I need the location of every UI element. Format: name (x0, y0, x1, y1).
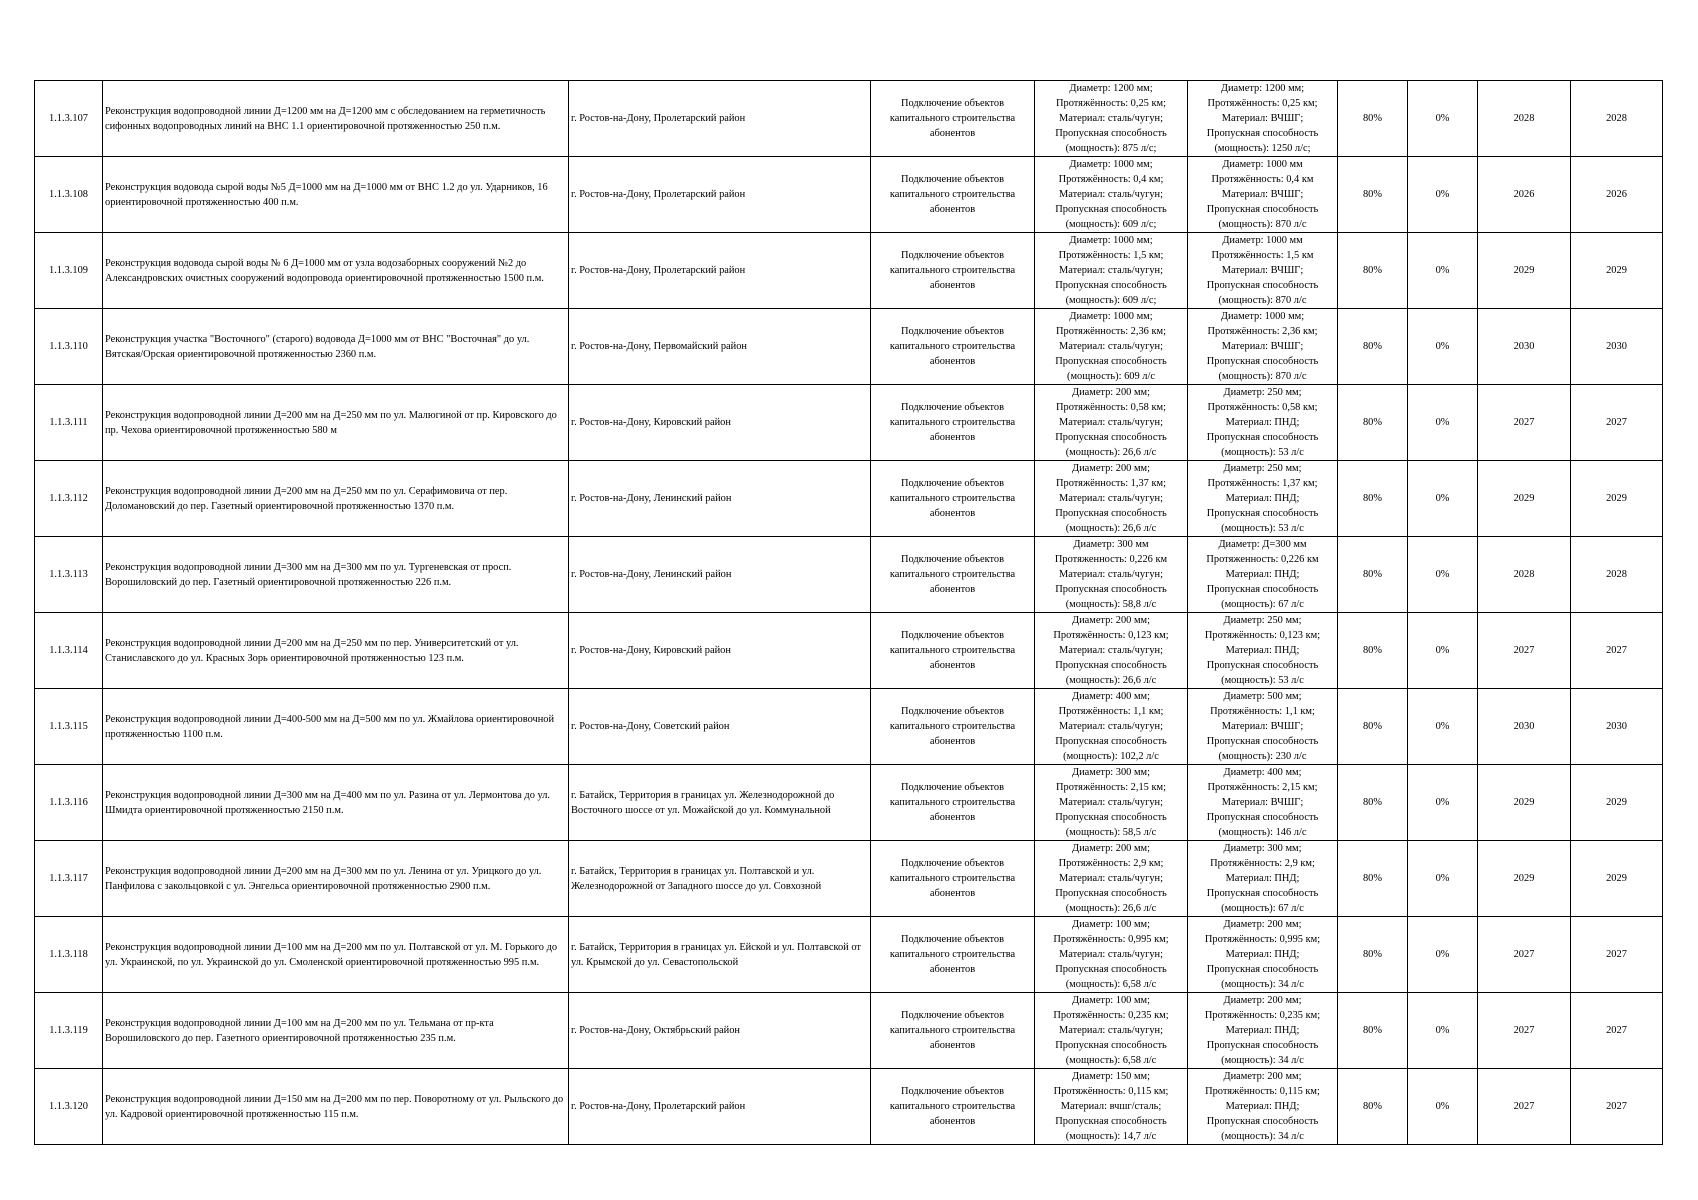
table-row (35, 993, 1663, 1069)
table-row (35, 689, 1663, 765)
project-name: Реконструкция участка "Восточного" (старого) водовода Д=1000 мм от ВНС "Восточная" до ул. Вятская/Орская ориентировочной протяженностью 2360 п.м. (105, 333, 530, 360)
specs-after-cell (1188, 917, 1338, 993)
year-end-cell (1571, 81, 1663, 157)
table-row (35, 613, 1663, 689)
project-address-cell (569, 385, 871, 461)
year-start: 2028 (1513, 113, 1535, 124)
project-goal: Подключение объектов капитального строительства абонентов (889, 1010, 1016, 1051)
year-start-cell (1478, 993, 1571, 1069)
percent-done: 0% (1435, 1101, 1450, 1112)
specs-before-cell (1035, 613, 1188, 689)
table-row (35, 841, 1663, 917)
project-address-cell (569, 309, 871, 385)
year-start-cell (1478, 385, 1571, 461)
project-goal: Подключение объектов капитального строительства абонентов (889, 782, 1016, 823)
project-name-cell (103, 385, 569, 461)
year-end-cell (1571, 841, 1663, 917)
percent-done-cell (1408, 157, 1478, 233)
specs-before: Диаметр: 100 мм; Протяжённость: 0,995 км; Материал: сталь/чугун; Пропускная способность (мощность): 6,58 л/с (1053, 919, 1169, 990)
table-row (35, 385, 1663, 461)
specs-after-cell (1188, 613, 1338, 689)
project-address: г. Ростов-на-Дону, Пролетарский район (571, 189, 746, 200)
project-goal-cell (871, 1069, 1035, 1145)
specs-before-cell (1035, 765, 1188, 841)
project-name-cell (103, 613, 569, 689)
project-address-cell (569, 613, 871, 689)
percent-wear-cell (1338, 765, 1408, 841)
specs-before: Диаметр: 200 мм; Протяжённость: 0,123 км; Материал: сталь/чугун; Пропускная способность (мощность): 26,6 л/с (1053, 615, 1169, 686)
project-name: Реконструкция водопроводной линии Д=150 мм на Д=200 мм по пер. Поворотному от ул. Рыльского до ул. Кадровой ориентировочной протяженностью 115 п.м. (105, 1093, 564, 1120)
year-start-cell (1478, 461, 1571, 537)
year-start-cell (1478, 765, 1571, 841)
year-end: 2029 (1606, 797, 1627, 808)
specs-after-cell (1188, 385, 1338, 461)
project-goal-cell (871, 309, 1035, 385)
specs-after: Диаметр: 250 мм; Протяжённость: 1,37 км; Материал: ПНД; Пропускная способность (мощность): 53 л/с (1206, 463, 1319, 534)
specs-after: Диаметр: 250 мм; Протяжённость: 0,123 км; Материал: ПНД; Пропускная способность (мощность): 53 л/с (1204, 615, 1321, 686)
project-name: Реконструкция водопроводной линии Д=400-500 мм на Д=500 мм по ул. Жмайлова ориентировочной протяженностью 1100 п.м. (105, 713, 555, 740)
percent-done: 0% (1435, 113, 1450, 124)
investment-program-table (34, 80, 1663, 1145)
specs-after: Диаметр: 200 мм; Протяжённость: 0,235 км; Материал: ПНД; Пропускная способность (мощность): 34 л/с (1204, 995, 1321, 1066)
percent-wear-cell (1338, 385, 1408, 461)
row-number-cell (35, 81, 103, 157)
year-end-cell (1571, 1069, 1663, 1145)
project-name-cell (103, 765, 569, 841)
row-number-cell (35, 841, 103, 917)
year-start: 2027 (1513, 1025, 1535, 1036)
project-name: Реконструкция водовода сырой воды №5 Д=1000 мм на Д=1000 мм от ВНС 1.2 до ул. Ударников, 16 ориентировочной протяженностью 400 п.м. (105, 181, 548, 208)
project-address-cell (569, 1069, 871, 1145)
percent-wear: 80% (1362, 873, 1383, 884)
project-goal: Подключение объектов капитального строительства абонентов (889, 250, 1016, 291)
year-end: 2027 (1606, 645, 1627, 656)
project-address-cell (569, 537, 871, 613)
specs-after-cell (1188, 461, 1338, 537)
project-name-cell (103, 461, 569, 537)
project-address: г. Батайск, Территория в границах ул. Ейской и ул. Полтавской от ул. Крымской до ул. Севастопольской (571, 941, 861, 968)
project-goal-cell (871, 233, 1035, 309)
project-goal-cell (871, 689, 1035, 765)
percent-wear: 80% (1362, 1101, 1383, 1112)
year-start-cell (1478, 689, 1571, 765)
specs-before: Диаметр: 200 мм; Протяжённость: 1,37 км; Материал: сталь/чугун; Пропускная способность (мощность): 26,6 л/с (1055, 463, 1167, 534)
project-name-cell (103, 917, 569, 993)
project-address: г. Ростов-на-Дону, Первомайский район (571, 341, 747, 352)
project-goal: Подключение объектов капитального строительства абонентов (889, 402, 1016, 443)
year-end: 2027 (1606, 417, 1627, 428)
percent-wear: 80% (1362, 417, 1383, 428)
project-address: г. Ростов-на-Дону, Октябрьский район (571, 1025, 740, 1036)
specs-before-cell (1035, 917, 1188, 993)
specs-before-cell (1035, 385, 1188, 461)
percent-done: 0% (1435, 873, 1450, 884)
percent-wear: 80% (1362, 493, 1383, 504)
percent-done-cell (1408, 233, 1478, 309)
percent-wear-cell (1338, 841, 1408, 917)
specs-before-cell (1035, 689, 1188, 765)
project-address-cell (569, 157, 871, 233)
year-end: 2028 (1606, 113, 1627, 124)
specs-after: Диаметр: 1200 мм; Протяжённость: 0,25 км; Материал: ВЧШГ; Пропускная способность (мощность): 1250 л/с; (1206, 83, 1319, 154)
specs-after: Диаметр: 300 мм; Протяжённость: 2,9 км; Материал: ПНД; Пропускная способность (мощность): 67 л/с (1206, 843, 1319, 914)
project-goal-cell (871, 81, 1035, 157)
row-number-cell (35, 157, 103, 233)
project-goal: Подключение объектов капитального строительства абонентов (889, 554, 1016, 595)
row-number-cell (35, 233, 103, 309)
specs-after-cell (1188, 537, 1338, 613)
project-address: г. Ростов-на-Дону, Ленинский район (571, 569, 732, 580)
percent-wear-cell (1338, 157, 1408, 233)
project-address: г. Батайск, Территория в границах ул. Полтавской и ул. Железнодорожной от Западного шоссе до ул. Совхозной (571, 865, 822, 892)
row-number: 1.1.3.119 (49, 1025, 88, 1036)
table-body (35, 81, 1663, 1145)
row-number-cell (35, 1069, 103, 1145)
table-row (35, 461, 1663, 537)
percent-done: 0% (1435, 417, 1450, 428)
percent-done: 0% (1435, 341, 1450, 352)
specs-after: Диаметр: 1000 мм Протяжённость: 1,5 км Материал: ВЧШГ; Пропускная способность (мощность): 870 л/с (1206, 235, 1319, 306)
table-row (35, 537, 1663, 613)
specs-after: Диаметр: 400 мм; Протяжённость: 2,15 км; Материал: ВЧШГ; Пропускная способность (мощность): 146 л/с (1206, 767, 1319, 838)
percent-wear-cell (1338, 461, 1408, 537)
table-row (35, 81, 1663, 157)
project-address: г. Батайск, Территория в границах ул. Железнодорожной до Восточного шоссе от ул. Можайской до ул. Коммунальной (571, 789, 835, 816)
specs-after-cell (1188, 1069, 1338, 1145)
year-start: 2027 (1513, 417, 1535, 428)
specs-before-cell (1035, 1069, 1188, 1145)
percent-wear-cell (1338, 993, 1408, 1069)
percent-done-cell (1408, 461, 1478, 537)
project-name-cell (103, 233, 569, 309)
project-goal-cell (871, 461, 1035, 537)
percent-wear: 80% (1362, 949, 1383, 960)
specs-before-cell (1035, 841, 1188, 917)
row-number: 1.1.3.117 (49, 873, 88, 884)
specs-before-cell (1035, 537, 1188, 613)
percent-done: 0% (1435, 797, 1450, 808)
specs-after: Диаметр: Д=300 мм Протяженность: 0,226 км Материал: ПНД; Пропускная способность (мощность): 67 л/с (1206, 539, 1319, 610)
project-goal: Подключение объектов капитального строительства абонентов (889, 934, 1016, 975)
year-start-cell (1478, 917, 1571, 993)
row-number-cell (35, 765, 103, 841)
year-end-cell (1571, 917, 1663, 993)
project-goal: Подключение объектов капитального строительства абонентов (889, 1086, 1016, 1127)
row-number: 1.1.3.113 (49, 569, 88, 580)
project-name: Реконструкция водопроводной линии Д=1200 мм на Д=1200 мм с обследованием на герметичность сифонных водопроводных линий на ВНС 1.1 ориентировочной протяженностью 250 п.м. (105, 105, 546, 132)
specs-before-cell (1035, 81, 1188, 157)
project-goal-cell (871, 385, 1035, 461)
row-number-cell (35, 537, 103, 613)
percent-done-cell (1408, 537, 1478, 613)
row-number: 1.1.3.116 (49, 797, 88, 808)
percent-wear: 80% (1362, 569, 1383, 580)
project-goal-cell (871, 157, 1035, 233)
project-name: Реконструкция водопроводной линии Д=200 мм на Д=250 мм по ул. Серафимовича от пер. Доломановский до пер. Газетный ориентировочной протяженностью 1370 п.м. (105, 485, 508, 512)
percent-wear-cell (1338, 81, 1408, 157)
percent-done-cell (1408, 917, 1478, 993)
percent-done: 0% (1435, 493, 1450, 504)
row-number: 1.1.3.114 (49, 645, 88, 656)
year-start: 2026 (1513, 189, 1535, 200)
project-address: г. Ростов-на-Дону, Пролетарский район (571, 265, 746, 276)
row-number: 1.1.3.110 (49, 341, 88, 352)
row-number: 1.1.3.112 (49, 493, 88, 504)
row-number: 1.1.3.109 (49, 265, 88, 276)
year-start-cell (1478, 233, 1571, 309)
table-row (35, 157, 1663, 233)
project-address: г. Ростов-на-Дону, Кировский район (571, 645, 731, 656)
year-end: 2028 (1606, 569, 1627, 580)
percent-done: 0% (1435, 1025, 1450, 1036)
percent-wear: 80% (1362, 645, 1383, 656)
project-name-cell (103, 157, 569, 233)
year-end: 2026 (1606, 189, 1627, 200)
specs-after-cell (1188, 841, 1338, 917)
year-end-cell (1571, 765, 1663, 841)
specs-before: Диаметр: 1000 мм; Протяжённость: 2,36 км; Материал: сталь/чугун; Пропускная способность (мощность): 609 л/с (1055, 311, 1167, 382)
project-name-cell (103, 841, 569, 917)
percent-done-cell (1408, 689, 1478, 765)
year-start-cell (1478, 613, 1571, 689)
row-number-cell (35, 613, 103, 689)
year-end-cell (1571, 385, 1663, 461)
project-name: Реконструкция водопроводной линии Д=100 мм на Д=200 мм по ул. Полтавской от ул. М. Горького до ул. Украинской, по ул. Украинской до ул. Смоленской ориентировочной протяженностью 995 п.м. (105, 941, 558, 968)
year-end: 2029 (1606, 493, 1627, 504)
row-number: 1.1.3.107 (49, 113, 88, 124)
project-address-cell (569, 765, 871, 841)
row-number: 1.1.3.118 (49, 949, 88, 960)
project-goal: Подключение объектов капитального строительства абонентов (889, 706, 1016, 747)
percent-done-cell (1408, 993, 1478, 1069)
project-address-cell (569, 461, 871, 537)
percent-wear-cell (1338, 537, 1408, 613)
project-address-cell (569, 993, 871, 1069)
specs-before-cell (1035, 309, 1188, 385)
project-name: Реконструкция водопроводной линии Д=300 мм на Д=400 мм по ул. Разина от ул. Лермонтова до ул. Шмидта ориентировочной протяженностью 2150 п.м. (105, 789, 551, 816)
project-goal: Подключение объектов капитального строительства абонентов (889, 326, 1016, 367)
project-address: г. Ростов-на-Дону, Кировский район (571, 417, 731, 428)
percent-wear-cell (1338, 309, 1408, 385)
project-name-cell (103, 689, 569, 765)
specs-after: Диаметр: 200 мм; Протяжённость: 0,115 км; Материал: ПНД; Пропускная способность (мощность): 34 л/с (1205, 1071, 1320, 1142)
project-goal: Подключение объектов капитального строительства абонентов (889, 98, 1016, 139)
year-start: 2030 (1513, 721, 1535, 732)
percent-wear-cell (1338, 689, 1408, 765)
year-end: 2027 (1606, 1101, 1627, 1112)
specs-before: Диаметр: 100 мм; Протяжённость: 0,235 км; Материал: сталь/чугун; Пропускная способность (мощность): 6,58 л/с (1053, 995, 1169, 1066)
project-name: Реконструкция водопроводной линии Д=200 мм на Д=250 мм по пер. Университетский от ул. Станиславского до ул. Красных Зорь ориентировочной протяженностью 123 п.м. (105, 637, 519, 664)
project-address-cell (569, 81, 871, 157)
project-goal: Подключение объектов капитального строительства абонентов (889, 478, 1016, 519)
project-goal-cell (871, 841, 1035, 917)
row-number: 1.1.3.120 (49, 1101, 88, 1112)
percent-done: 0% (1435, 569, 1450, 580)
specs-after: Диаметр: 1000 мм; Протяжённость: 2,36 км; Материал: ВЧШГ; Пропускная способность (мощность): 870 л/с (1206, 311, 1319, 382)
year-start: 2030 (1513, 341, 1535, 352)
year-end-cell (1571, 689, 1663, 765)
year-start-cell (1478, 1069, 1571, 1145)
percent-done: 0% (1435, 949, 1450, 960)
percent-done-cell (1408, 765, 1478, 841)
year-start: 2029 (1513, 873, 1535, 884)
specs-before: Диаметр: 1000 мм; Протяжённость: 1,5 км; Материал: сталь/чугун; Пропускная способность (мощность): 609 л/с; (1055, 235, 1167, 306)
project-goal-cell (871, 917, 1035, 993)
project-goal: Подключение объектов капитального строительства абонентов (889, 630, 1016, 671)
specs-after-cell (1188, 81, 1338, 157)
year-start-cell (1478, 309, 1571, 385)
year-start: 2028 (1513, 569, 1535, 580)
row-number-cell (35, 689, 103, 765)
specs-before-cell (1035, 157, 1188, 233)
project-name: Реконструкция водопроводной линии Д=300 мм на Д=300 мм по ул. Тургеневская от просп. Ворошиловский до пер. Газетный ориентировочной протяженностью 226 п.м. (105, 561, 512, 588)
percent-wear-cell (1338, 233, 1408, 309)
year-end: 2027 (1606, 1025, 1627, 1036)
specs-after-cell (1188, 157, 1338, 233)
specs-after-cell (1188, 689, 1338, 765)
percent-wear: 80% (1362, 341, 1383, 352)
year-start: 2027 (1513, 949, 1535, 960)
row-number-cell (35, 993, 103, 1069)
project-name: Реконструкция водопроводной линии Д=200 мм на Д=300 мм по ул. Ленина от ул. Урицкого до ул. Панфилова с закольцовкой с ул. Энгельса ориентировочной протяженностью 2900 п.м. (105, 865, 542, 892)
table-row (35, 309, 1663, 385)
specs-after: Диаметр: 250 мм; Протяжённость: 0,58 км; Материал: ПНД; Пропускная способность (мощность): 53 л/с (1206, 387, 1319, 458)
specs-before-cell (1035, 461, 1188, 537)
year-end: 2030 (1606, 341, 1627, 352)
year-end: 2029 (1606, 873, 1627, 884)
year-end-cell (1571, 537, 1663, 613)
percent-done: 0% (1435, 265, 1450, 276)
year-end-cell (1571, 157, 1663, 233)
table-row (35, 233, 1663, 309)
specs-before: Диаметр: 200 мм; Протяжённость: 0,58 км; Материал: сталь/чугун; Пропускная способность (мощность): 26,6 л/с (1055, 387, 1167, 458)
year-end: 2030 (1606, 721, 1627, 732)
specs-before: Диаметр: 200 мм; Протяжённость: 2,9 км; Материал: сталь/чугун; Пропускная способность (мощность): 26,6 л/с (1055, 843, 1167, 914)
project-address: г. Ростов-на-Дону, Пролетарский район (571, 113, 746, 124)
project-name: Реконструкция водопроводной линии Д=200 мм на Д=250 мм по ул. Малюгиной от пр. Кировского до пр. Чехова ориентировочной протяженностью 580 м (105, 409, 557, 436)
project-name-cell (103, 309, 569, 385)
year-start: 2029 (1513, 493, 1535, 504)
table-row (35, 765, 1663, 841)
project-address-cell (569, 917, 871, 993)
year-start: 2027 (1513, 645, 1535, 656)
project-goal: Подключение объектов капитального строительства абонентов (889, 174, 1016, 215)
specs-after-cell (1188, 993, 1338, 1069)
percent-wear: 80% (1362, 113, 1383, 124)
project-address: г. Ростов-на-Дону, Советский район (571, 721, 730, 732)
specs-after-cell (1188, 233, 1338, 309)
percent-wear: 80% (1362, 1025, 1383, 1036)
specs-after-cell (1188, 309, 1338, 385)
specs-before-cell (1035, 233, 1188, 309)
project-address-cell (569, 841, 871, 917)
year-end: 2027 (1606, 949, 1627, 960)
percent-wear: 80% (1362, 189, 1383, 200)
percent-done-cell (1408, 613, 1478, 689)
specs-after: Диаметр: 1000 мм Протяжённость: 0,4 км Материал: ВЧШГ; Пропускная способность (мощность): 870 л/с (1206, 159, 1319, 230)
specs-before-cell (1035, 993, 1188, 1069)
percent-wear-cell (1338, 917, 1408, 993)
percent-wear: 80% (1362, 265, 1383, 276)
year-start-cell (1478, 841, 1571, 917)
row-number-cell (35, 309, 103, 385)
specs-after-cell (1188, 765, 1338, 841)
year-end-cell (1571, 233, 1663, 309)
project-goal-cell (871, 537, 1035, 613)
year-end-cell (1571, 613, 1663, 689)
row-number: 1.1.3.111 (49, 417, 88, 428)
year-end: 2029 (1606, 265, 1627, 276)
year-end-cell (1571, 993, 1663, 1069)
percent-done-cell (1408, 309, 1478, 385)
row-number: 1.1.3.108 (49, 189, 88, 200)
year-end-cell (1571, 461, 1663, 537)
specs-before: Диаметр: 1200 мм; Протяжённость: 0,25 км; Материал: сталь/чугун; Пропускная способность (мощность): 875 л/с; (1055, 83, 1167, 154)
percent-wear-cell (1338, 613, 1408, 689)
project-address: г. Ростов-на-Дону, Ленинский район (571, 493, 732, 504)
project-name-cell (103, 993, 569, 1069)
specs-before: Диаметр: 300 мм Протяженность: 0,226 км Материал: сталь/чугун; Пропускная способность (мощность): 58,8 л/с (1054, 539, 1168, 610)
table-row (35, 917, 1663, 993)
project-address-cell (569, 689, 871, 765)
year-start-cell (1478, 81, 1571, 157)
year-end-cell (1571, 309, 1663, 385)
year-start-cell (1478, 157, 1571, 233)
percent-done-cell (1408, 841, 1478, 917)
specs-before: Диаметр: 1000 мм; Протяжённость: 0,4 км; Материал: сталь/чугун; Пропускная способность (мощность): 609 л/с; (1055, 159, 1167, 230)
percent-wear: 80% (1362, 721, 1383, 732)
specs-after: Диаметр: 200 мм; Протяжённость: 0,995 км; Материал: ПНД; Пропускная способность (мощность): 34 л/с (1204, 919, 1321, 990)
project-name: Реконструкция водовода сырой воды № 6 Д=1000 мм от узла водозаборных сооружений №2 до Александровских очистных сооружений водопровода ориентировочной протяженностью 1500 п.м. (105, 257, 544, 284)
specs-before: Диаметр: 150 мм; Протяжённость: 0,115 км; Материал: вчшг/сталь; Пропускная способность (мощность): 14,7 л/с (1053, 1071, 1169, 1142)
percent-wear: 80% (1362, 797, 1383, 808)
row-number-cell (35, 461, 103, 537)
project-name: Реконструкция водопроводной линии Д=100 мм на Д=200 мм по ул. Тельмана от пр-кта Ворошиловского до пер. Газетного ориентировочной протяженностью 235 п.м. (105, 1017, 494, 1044)
project-goal-cell (871, 765, 1035, 841)
percent-done-cell (1408, 81, 1478, 157)
percent-done-cell (1408, 1069, 1478, 1145)
year-start: 2029 (1513, 797, 1535, 808)
percent-done: 0% (1435, 189, 1450, 200)
specs-before: Диаметр: 300 мм; Протяжённость: 2,15 км; Материал: сталь/чугун; Пропускная способность (мощность): 58,5 л/с (1055, 767, 1167, 838)
project-goal-cell (871, 613, 1035, 689)
project-goal-cell (871, 993, 1035, 1069)
project-name-cell (103, 1069, 569, 1145)
project-address: г. Ростов-на-Дону, Пролетарский район (571, 1101, 746, 1112)
year-start-cell (1478, 537, 1571, 613)
table-row (35, 1069, 1663, 1145)
project-name-cell (103, 537, 569, 613)
percent-done-cell (1408, 385, 1478, 461)
project-name-cell (103, 81, 569, 157)
project-address-cell (569, 233, 871, 309)
specs-after: Диаметр: 500 мм; Протяжённость: 1,1 км; Материал: ВЧШГ; Пропускная способность (мощность): 230 л/с (1206, 691, 1319, 762)
row-number-cell (35, 385, 103, 461)
row-number-cell (35, 917, 103, 993)
percent-wear-cell (1338, 1069, 1408, 1145)
year-start: 2029 (1513, 265, 1535, 276)
specs-before: Диаметр: 400 мм; Протяжённость: 1,1 км; Материал: сталь/чугун; Пропускная способность (мощность): 102,2 л/с (1055, 691, 1167, 762)
year-start: 2027 (1513, 1101, 1535, 1112)
percent-done: 0% (1435, 721, 1450, 732)
row-number: 1.1.3.115 (49, 721, 88, 732)
percent-done: 0% (1435, 645, 1450, 656)
project-goal: Подключение объектов капитального строительства абонентов (889, 858, 1016, 899)
